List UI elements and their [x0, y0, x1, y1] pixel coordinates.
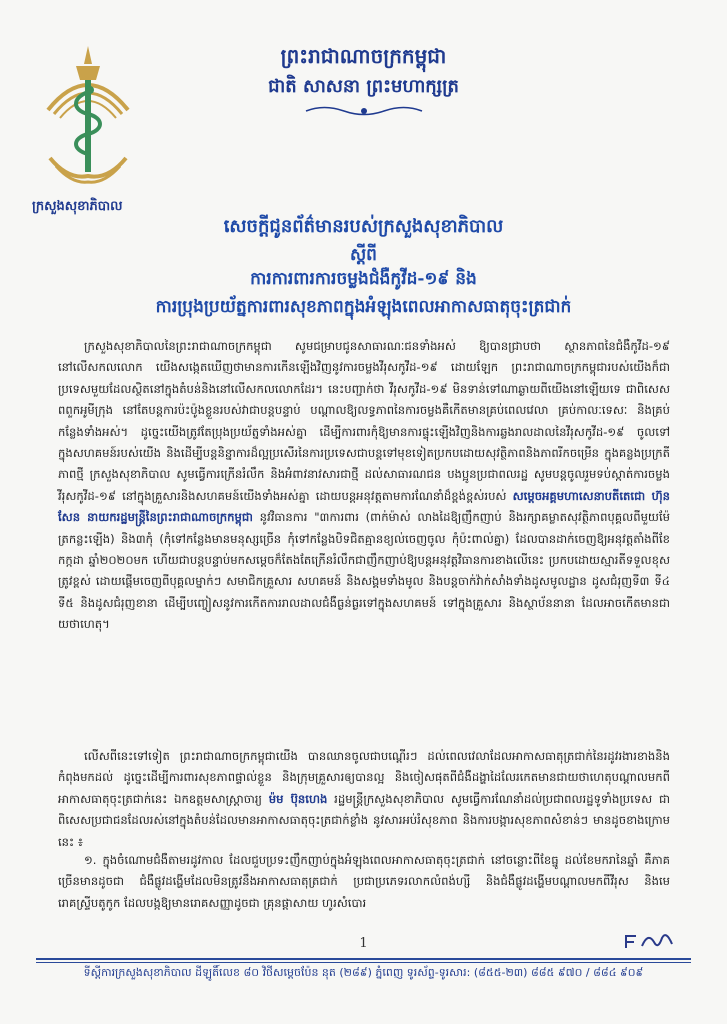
paragraph-2-text-b: រដ្ឋមន្ត្រីក្រសួងសុខាភិបាល សូមធ្វើការណែនាំដល់ប្រជាពលរដ្ឋទូទាំងប្រទេស ជាពិសេសប្រជាជនដែលរស់នៅក្នុងតំបន់ដែលមានអាកាសធាតុចុះត្រជាក់ខ្លាំង នូវសារអប់រំសុខភាព និងការបង្ការសុខភាពសំខាន់ៗ មានដូចខាងក្រោមនេះ ៖: [58, 791, 671, 849]
paragraph-2: [58, 746, 670, 853]
footer-divider-thin: [36, 962, 691, 963]
paragraph-1-emphasis: សម្តេចអគ្គមហាសេនាបតីតេជោ ហ៊ុន សែន នាយករដ្ឋមន្ត្រីនៃព្រះរាជាណាចក្រកម្ពុជា: [58, 488, 671, 525]
national-motto: ជាតិ សាសនា ព្រះមហាក្សត្រ: [268, 76, 459, 97]
paragraph-2-emphasis: ម៉ម ប៊ុនហេង: [268, 791, 328, 806]
handwritten-initials: [622, 928, 678, 954]
paragraph-1-text-b: នូវវិធានការ "៣ការពារ (ពាក់ម៉ាស់ លាងដៃឱ្យញឹកញាប់ និងរក្សាគម្លាតសុវត្ថិភាពបុគ្គលពីមួយម៉ែត្រកន្លះឡើង) និង៣កុំ (កុំទៅកន្លែងមានមនុស្សច្រើន កុំទៅកន្លែងបិទជិតគ្មានខ្យល់ចេញចូល កុំប៉ះពាល់គ្នា) ដែលបានដាក់ចេញឱ្យអនុវត្តតាំងពីខែកក្កដា ឆ្នាំ២០២០មក ហើយជាបន្តបន្ទាប់មកសម្តេចក៏តែងតែក្រើនរំលឹកជាញឹកញាប់ឱ្យបន្តអនុវត្តវិធានការខាងលើនេះ ប្រកបដោយស្មារតីទទួលខុសត្រូវខ្ពស់ ដោយផ្តើមចេញពីបុគ្គលម្នាក់ៗ សមាជិកគ្រួសារ សហគមន៍ និងសង្គមទាំងមូល និងបន្តចាក់វ៉ាក់សាំងទាំងដូសមូលដ្ឋាន ដូសជំរុញទី៣ ទី៤ ទី៥ និងដូសជំរុញខានា ដើម្បីបញ្ចៀសនូវការកើតការរាលដាលជំងឺធ្ងន់ធ្ងរទៅក្នុងសហគមន៍ ទៅក្នុងគ្រួសារ និងស្ថាប័ននានា ដែលអាចកើតមានជាយថាហេតុ។: [58, 510, 671, 632]
title-line-1: សេចក្តីជូនព័ត៌មានរបស់ក្រសួងសុខាភិបាល: [223, 216, 504, 237]
kingdom-heading: ព្រះរាជាណាចក្រកម្ពុជា: [280, 44, 447, 68]
paragraph-1-text-a: ក្រសួងសុខាភិបាលនៃព្រះរាជាណាចក្រកម្ពុជា សូមជម្រាបជូនសាធារណៈជនទាំងអស់ ឱ្យបានជ្រាបថា ស្ថានភាពនៃជំងឺកូវីដ-១៩ នៅលើសកលលោក យើងសង្កេតឃើញថាមានការកើនឡើងវិញនូវការចម្លងវីរុសកូវីដ-១៩ ដោយឡែក ព្រះរាជាណាចក្រកម្ពុជារបស់យើងក៏ជាប្រទេសមួយដែលស្ថិតនៅក្នុងតំបន់និងនៅលើសកលលោកដែរ។ នេះបញ្ជាក់ថា វីរុសកូវីដ-១៩ មិនទាន់ទៅណាឆ្ងាយពីយើងនៅឡើយទេ ជាពិសេសពពួកអូមីក្រុង នៅតែបន្តការប៉ះប៉ូងខ្លួនរបស់វាជាបន្តបន្ទាប់ បណ្តាលឱ្យលទ្ធភាពនៃការចម្លងគឺកើតមានគ្រប់ពេលវេលា គ្រប់កាលៈទេសៈ និងគ្រប់កន្លែងទាំងអស់។ ដូច្នេះយើងត្រូវតែប្រុងប្រយ័ត្នទាំងអស់គ្នា ដើម្បីការពារកុំឱ្យមានការផ្ទុះឡើងវិញនិងការឆ្លងរាលដាលនៃវីរុសកូវីដ-១៩ ចូលទៅក្នុងសហគមន៍របស់យើង និងដើម្បីបន្តនិន្នាការដ៏ល្អប្រសើរនៃការប្រទេសជាបន្តទៅមុខទៀតប្រកបដោយសុវត្ថិភាពនិងភាពរីកចម្រើន ក្នុងគន្លងប្រក្រតីភាពថ្មី ក្រសួងសុខាភិបាល សូមធ្វើការក្រើនរំលឹក និងអំពាវនាវសារជាថ្មី ដល់សាធារណជន បងប្អូនប្រជាពលរដ្ឋ សូមបន្តចូលរួមទប់ស្កាត់ការចម្លងវីរុសកូវីដ-១៩ នៅក្នុងគ្រួសារនិងសហគមន៍យើងទាំងអស់គ្នា ដោយបន្តអនុវត្តតាមការណែនាំដ៏ខ្ពង់ខ្ពស់របស់: [58, 339, 670, 503]
paragraph-2-text-a: លើសពីនេះទៅទៀត ព្រះរាជាណាចក្រកម្ពុជាយើង បានឈានចូលជាបណ្តើរៗ ដល់ពេលវេលាដែលអាកាសធាតុត្រជាក់នៃរដូវរងារខាងនិងកំពុងមកដល់ ដូច្នេះដើម្បីការពារសុខភាពផ្ទាល់ខ្លួន និងក្រុមគ្រួសារឲ្យបានល្អ និងចៀសផុតពីជំងឺដង្ហាដៃលែរកេតមានជាយថាហេតុបណ្តាលមកពីអាកាសធាតុចុះត្រជាក់នេះ ឯកឧត្តមសាស្ត្រាចារ្យ: [58, 749, 670, 806]
paragraph-3: ១. ក្នុងចំណោមជំងឺតាមរដូវកាល ដែលជួបប្រទះញឹកញាប់ក្នុងអំឡុងពេលអាកាសធាតុចុះត្រជាក់ នៅចន្លោះពីខែធ្នូ ដល់ខែមករានៃឆ្នាំ គឺភាគច្រើនមានដូចជា ជំងឺផ្លូវដង្ហើមដែលមិនត្រូវនឹងអាកាសធាតុត្រជាក់ ប្រជាប្រភេទរលាកលំពង់ហ្សី និងជំងឺផ្លូវដង្ហើមបណ្តាលមកពីវីរុស និងមេរោគស្រ្ទីបតូកូក ដែលបង្កឱ្យមានរោគសញ្ញាដូចជា គ្រុនផ្តាសាយ ហូរសំបោរ: [58, 853, 670, 910]
ornament-divider-icon: [304, 104, 424, 118]
paragraph-1: [58, 336, 670, 636]
page-number: 1: [359, 936, 368, 951]
title-line-2: ស្តីពី: [350, 245, 377, 265]
footer-divider: [36, 958, 691, 960]
ministry-name: ក្រសួងសុខាភិបាល: [32, 199, 123, 214]
footer-address: ទីស្តីការក្រសួងសុខាភិបាល ដីឡូតិ៍លេខ ៨០ វិថីសម្តេចប៉ែន នុត (២៨៩) ភ្នំពេញ ទូរស័ព្ទ-ទូរសារ: (៨៥៥-២៣) ៨៨៥ ៩៧០ / ៨៨៤ ៩០៩: [83, 966, 644, 979]
title-line-3: ការការពារការចម្លងជំងឺកូវីដ-១៩ និង: [250, 269, 477, 289]
title-line-4: ការប្រុងប្រយ័ត្នការពារសុខភាពក្នុងអំឡុងពេលអាកាសធាតុចុះត្រជាក់: [155, 297, 572, 317]
